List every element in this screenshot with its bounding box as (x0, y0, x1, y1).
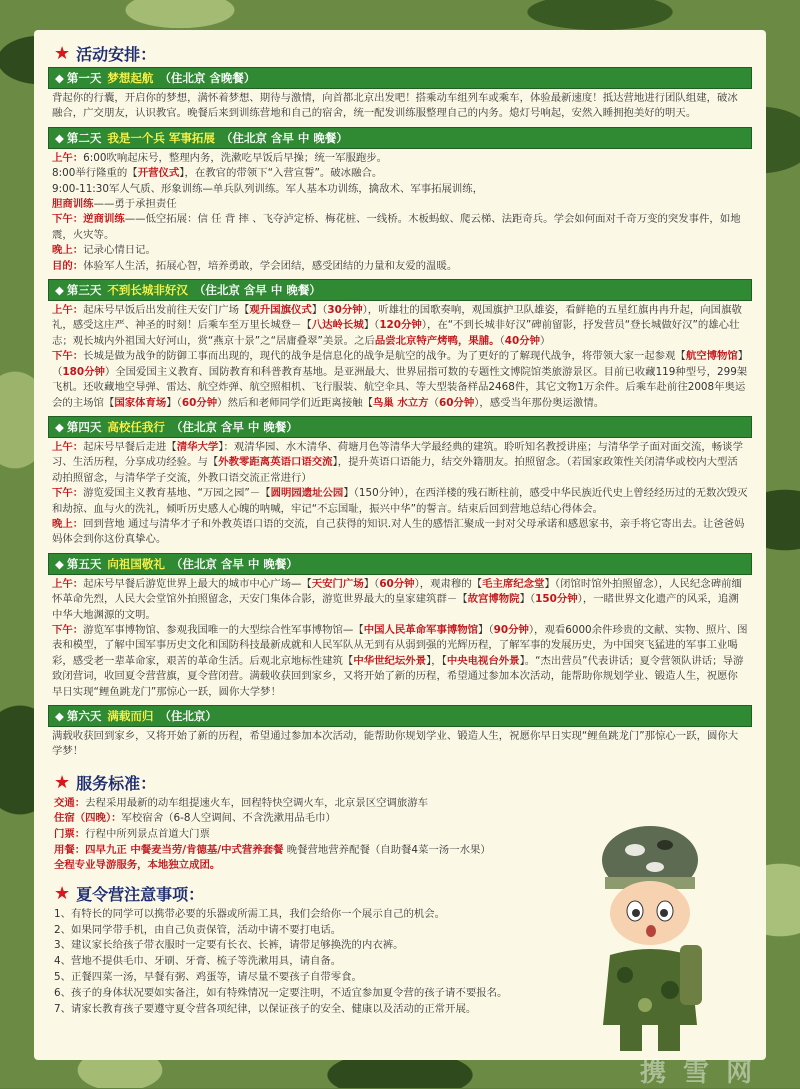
day-label: 第二天 (66, 130, 102, 145)
body-text: 】（ (363, 319, 380, 332)
service-item (48, 811, 588, 827)
day-body (48, 89, 752, 125)
body-text: 起床号早餐后游览世界上最大的城市中心广场—【 (83, 577, 312, 590)
service-section-title: ★ 服务标准： (54, 771, 157, 793)
day-theme: 梦想起航 (107, 71, 154, 85)
star-icon: ★ (54, 882, 71, 904)
day-line (52, 243, 748, 258)
highlight-text: 60分钟 (181, 396, 218, 409)
highlight-text: 四早九正 中餐麦当劳/肯德基/中式营养套餐 (85, 843, 284, 856)
day-line (52, 212, 748, 243)
highlight-text: 60分钟 (438, 396, 475, 409)
body-text: 晚餐营地营养配餐（自助餐4菜一汤一水果） (283, 843, 491, 856)
highlight-text: 故宫博物院 (467, 593, 520, 606)
time-label: 上午： (52, 440, 84, 453)
day-label: 第一天 (66, 71, 102, 85)
day-lodging: （住北京 含早 中 晚餐） (220, 130, 348, 145)
highlight-text: 中国人民革命军事博物馆 (363, 623, 479, 636)
day-line (52, 623, 748, 700)
body-text: 游览军事博物馆、参观我国唯一的大型综合性军事博物馆—【 (83, 623, 364, 636)
body-text: 6:00吹响起床号，整理内务，洗漱吃早饭后早操；统一军服跑步。 (83, 151, 388, 164)
body-text: 军校宿舍（6-8人空调间、不含洗漱用品毛巾） (121, 812, 336, 825)
body-text: 游览爱国主义教育基地、“万园之园”－【 (83, 487, 271, 500)
day-theme: 我是一个兵 军事拓展 (107, 130, 215, 145)
star-icon: ★ (54, 43, 71, 64)
day-line (52, 729, 748, 760)
service-list (48, 796, 588, 874)
note-item: 5、正餐四菜一汤，早餐有粥、鸡蛋等，请尽量不要孩子自带零食。 (54, 970, 362, 983)
day-label: 第四天 (66, 419, 102, 434)
body-text: 】（ (311, 304, 328, 317)
day-lodging: （住北京 含晚餐） (159, 71, 256, 85)
note-item: 2、如果同学带手机，由自己负责保管，活动中请不要打电话。 (54, 923, 342, 936)
body-text: 】。“杰出营员”代表讲话；夏令营领队讲话；导游致闭营词，收回夏令营营旗，夏令营闭营。满载收获回到家乡，又将开始了新的历程，希望通过参加本次活动，能帮助你规划学业、锻造人生，祝愿你早日实现“鲤鱼跳龙门”那惊心一跃，圆你大学梦！ (52, 654, 744, 698)
body-text: 去程采用最新的动车组提速火车，回程特快空调火车，北京景区空调旅游车 (85, 796, 429, 809)
diamond-icon: ◆ (55, 556, 64, 571)
body-text: ），在“不到长城非好汉”碑前留影，抒发营员“登长城做好汉”的雄心壮志；观长城内外祖国大好河山，赏“燕京十景”之“居庸叠翠”美景。之后 (52, 319, 740, 347)
day-label: 第三天 (66, 283, 102, 298)
body-text: 长城是做为战争的防御工事而出现的，现代的战争是信息化的战争是航空的战争。为了更好的了解现代战争，将带领大家一起参观【 (83, 350, 686, 363)
time-label: 上午： (52, 304, 84, 317)
time-label: 下午： (52, 487, 84, 500)
service-item (48, 827, 588, 843)
highlight-text: 90分钟 (493, 623, 529, 636)
day-line (52, 486, 748, 517)
day-header-bar (48, 705, 752, 727)
time-label: 晚上： (52, 244, 84, 257)
time-label: 交通： (54, 796, 86, 809)
day-theme: 满载而归 (107, 709, 154, 723)
day-header-bar (48, 416, 752, 438)
time-label: 下午： (52, 623, 84, 636)
highlight-text: 120分钟 (379, 319, 422, 332)
day-body (48, 301, 752, 414)
day-lodging: （住北京 含早 中 晚餐） (170, 419, 298, 434)
service-item (48, 796, 588, 812)
body-text: 9:00-11:30军人气质、形象训练—单兵队列训练。军人基本功训练，擒敌术、军事拓展训练， (52, 182, 484, 195)
highlight-text: 天安门广场 (311, 577, 364, 590)
highlight-text: 30分钟 (327, 304, 363, 317)
highlight-text: 清华大学 (176, 440, 219, 453)
day-line (52, 349, 748, 411)
body-text: 】（ (363, 577, 380, 590)
body-text: 】（ (166, 396, 182, 409)
time-label: 下午： (52, 213, 84, 226)
day-line (52, 151, 748, 166)
body-text: 背起你的行囊，开启你的梦想，满怀着梦想、期待与激情，向首都北京出发吧！搭乘动车组列车或乘车，体验最新速度！抵达营地进行团队组建，破冰融合，广交朋友，认识教官。晚餐后来到训练营地和自己的宿舍，统一配发训练服整理自己的内务。熄灯号响起，安然入睡拥抱美好的明天。 (52, 92, 738, 120)
service-item (48, 858, 588, 874)
body-text: ），听雄壮的国歌奏响，观国旗护卫队雄姿，看鲜艳的五星红旗冉冉升起，向国旗敬礼，感受这庄严、神圣的时刻！后乘车至万里长城登－【 (52, 304, 742, 332)
day-line (52, 440, 748, 486)
highlight-text: 中央电视台外景 (446, 654, 520, 667)
diamond-icon: ◆ (55, 71, 64, 85)
body-text: 】：观清华园、水木清华、荷塘月色等清华大学最经典的建筑。聆听知名教授讲座；与清华学子面对面交流，畅谈学习、生活历程，分享成功经验。与【 (52, 440, 743, 469)
diamond-icon: ◆ (55, 130, 64, 145)
day-line (52, 577, 748, 623)
highlight-text: 外教零距离英语口语交流 (218, 456, 333, 469)
schedule-days (48, 67, 752, 763)
highlight-text: 逆商训练 (83, 213, 125, 226)
body-text: 回到营地 通过与清华才子和外教英语口语的交流，自己获得的知识.对人生的感悟汇聚成一封对父母承诺和感恩家书，亲手将它寄出去。让爸爸妈妈体会到你这份真挚心。 (52, 517, 745, 546)
body-text: ），观看6000余件珍贵的文献、实物、照片、图表和模型，了解中国军事历史文化和国防科技最新成就和人民军队从无到有从弱到强的光辉历程，了解军事的发展历史，为中国突飞猛进的军事工业喝彩，感受老一辈革命家，艰苦的革命生活。后观北京地标性建筑【 (52, 623, 748, 667)
body-text: ）全国爱国主义教育、国防教育和科普教育基地。是亚洲最大、世界屈指可数的专题性文博院馆类旅游景区。目前已收藏119种型号，299架飞机。还收藏地空导弹、雷达、航空炸弹、航空照相机、飞行服装、航空伞具、等大型装备样品2468件，其它文物1万余件。后乘车赴前往2008年奥运会的主场馆【 (52, 365, 748, 409)
body-text: 】（闭馆时馆外拍照留念），人民纪念碑前缅怀革命先烈，人民大会堂馆外拍照留念，天安门集体合影，游览世界最大的皇家建筑群－【 (52, 577, 742, 606)
time-label: 上午： (52, 151, 84, 164)
day-theme: 不到长城非好汉 (107, 283, 188, 298)
highlight-text: 150分钟 (535, 593, 578, 606)
day-line (52, 303, 748, 349)
time-label: 目的： (52, 259, 84, 272)
time-label: 门票： (54, 828, 86, 840)
body-text: 起床号早餐后走进【 (83, 440, 177, 453)
cartoon-soldier-illustration (585, 815, 715, 1055)
highlight-text: 航空博物馆 (685, 350, 738, 363)
note-item: 4、营地不提供毛巾、牙刷、牙膏、梳子等洗漱用具，请自备。 (54, 955, 342, 968)
body-text: ——勇于承担责任 (93, 198, 177, 211)
highlight-text: 观升国旗仪式 (249, 304, 312, 317)
body-text: 行程中所列景点首道大门票 (85, 828, 210, 840)
body-text: （ (428, 396, 439, 409)
highlight-text: 毛主席纪念堂 (482, 577, 545, 590)
body-text: 满载收获回到家乡，又将开始了新的历程，希望通过参加本次活动，能帮助你规划学业、锻造人生，祝愿你早日实现“鲤鱼跳龙门”那惊心一跃，圆你大学梦！ (52, 730, 739, 758)
highlight-text: 鸟巢 水立方 (373, 396, 429, 409)
highlight-text: 圆明园遗址公园 (270, 487, 344, 500)
schedule-section-title: ★ 活动安排： (54, 43, 157, 64)
day-lodging: （住北京 含早 中 晚餐） (170, 556, 298, 571)
star-icon: ★ (54, 771, 71, 793)
body-text: 】（ (478, 623, 494, 636)
day-header-bar (48, 67, 752, 89)
highlight-text: 开营仪式 (137, 167, 180, 180)
body-text: 】，提升英语口语能力，结交外籍朋友。拍照留念。（若国家政策性关闭清华或校内大型活动拍照留念，与清华学子交流，外教口语交流正常进行） (52, 456, 738, 484)
highlight-text: 180分钟 (62, 365, 105, 378)
day-lodging: （住北京 含早 中 晚餐） (193, 283, 321, 298)
day-body (48, 575, 752, 703)
body-text: 】，在教官的带领下“入营宣誓”。破冰融合。 (179, 167, 383, 180)
time-label: 用餐： (54, 843, 86, 856)
highlight-text: 全程专业导游服务，本地独立成团。 (54, 859, 221, 872)
body-text: 】，【 (426, 654, 447, 667)
time-label: 下午： (52, 350, 84, 363)
service-item (48, 843, 588, 859)
notes-section-title: ★ 夏令营注意事项： (54, 882, 205, 904)
time-label: 晚上： (52, 517, 84, 530)
highlight-text: 八达岭长城 (311, 319, 364, 332)
body-text: 】（ (519, 593, 536, 606)
body-text: 记录心情日记。 (83, 244, 156, 257)
body-text: 8:00举行隆重的【 (52, 167, 138, 180)
day-line (52, 197, 748, 212)
body-text: ——低空拓展：信 任 背 摔 、飞夺泸定桥、梅花桩、一线桥。木板蚂蚁、爬云梯、法距奇兵。学会如何面对千奇万变的突发事件，如地震，火灾等。 (52, 213, 741, 241)
day-line (52, 259, 748, 274)
day-body (48, 727, 752, 763)
highlight-text: 品尝北京特产烤鸭，果脯。 (374, 334, 500, 347)
highlight-text: 胆商训练 (52, 198, 94, 211)
day-header-bar (48, 279, 752, 301)
body-text: （ (499, 334, 505, 347)
day-theme: 高校任我行 (107, 419, 165, 434)
day-line (52, 91, 748, 122)
day-header-bar (48, 127, 752, 149)
diamond-icon: ◆ (55, 283, 64, 298)
note-item: 1、有特长的同学可以携带必要的乐器或所需工具，我们会给你一个展示自己的机会。 (54, 907, 446, 920)
notes-list (48, 907, 608, 1018)
highlight-text: 中华世纪坛外景 (353, 654, 427, 667)
note-item: 7、请家长教育孩子要遵守夏令营各项纪律，以保证孩子的安全、健康以及活动的正常开展。 (54, 1002, 477, 1015)
day-label: 第六天 (66, 709, 102, 723)
body-text: ），一睹世界文化遗产的风采，追溯中华大地渊源的文明。 (52, 593, 739, 621)
body-text: 体验军人生活，拓展心智，培养勇敢，学会团结，感受团结的力量和友爱的温暖。 (83, 259, 458, 272)
body-text: ），感受当年那份奥运激情。 (474, 396, 605, 409)
highlight-text: 60分钟 (379, 577, 415, 590)
day-body (48, 438, 752, 551)
day-theme: 向祖国敬礼 (107, 556, 165, 571)
note-item: 6、孩子的身体状况要如实备注，如有特殊情况一定要注明，不适宜参加夏令营的孩子请不要报名。 (54, 986, 508, 999)
day-line (52, 517, 748, 548)
time-label: 住宿（四晚）： (54, 812, 122, 825)
body-text: ），观肃穆的【 (414, 577, 483, 590)
day-line (52, 166, 748, 181)
body-text: ） (540, 334, 551, 347)
watermark-text: 携 雪 网 (640, 1058, 757, 1088)
note-item: 3、建议家长给孩子带衣服时一定要有长衣、长裤，请带足够换洗的内衣裤。 (54, 939, 404, 952)
day-line (52, 182, 748, 197)
body-text: ）然后和老师同学们近距离接触【 (217, 396, 373, 409)
diamond-icon: ◆ (55, 419, 64, 434)
time-label: 上午： (52, 577, 84, 590)
day-lodging: （住北京） (159, 709, 217, 723)
highlight-text: 40分钟 (504, 334, 540, 347)
body-text: 】（ (52, 350, 743, 378)
diamond-icon: ◆ (55, 709, 64, 723)
body-text: 起床号早饭后出发前往天安门广场【 (83, 304, 250, 317)
highlight-text: 国家体育场 (114, 396, 167, 409)
day-body (48, 149, 752, 277)
day-header-bar (48, 553, 752, 575)
day-label: 第五天 (66, 556, 102, 571)
body-text: 】（150分钟），在西洋楼的残石断柱前，感受中华民族近代史上曾经经历过的无数次毁灭和劫掠、血与火的洗礼，倾听历史感人心魄的呐喊，牢记“不忘国耻，振兴中华”的誓言。结束后回到营地总结心得体会。 (52, 487, 748, 515)
